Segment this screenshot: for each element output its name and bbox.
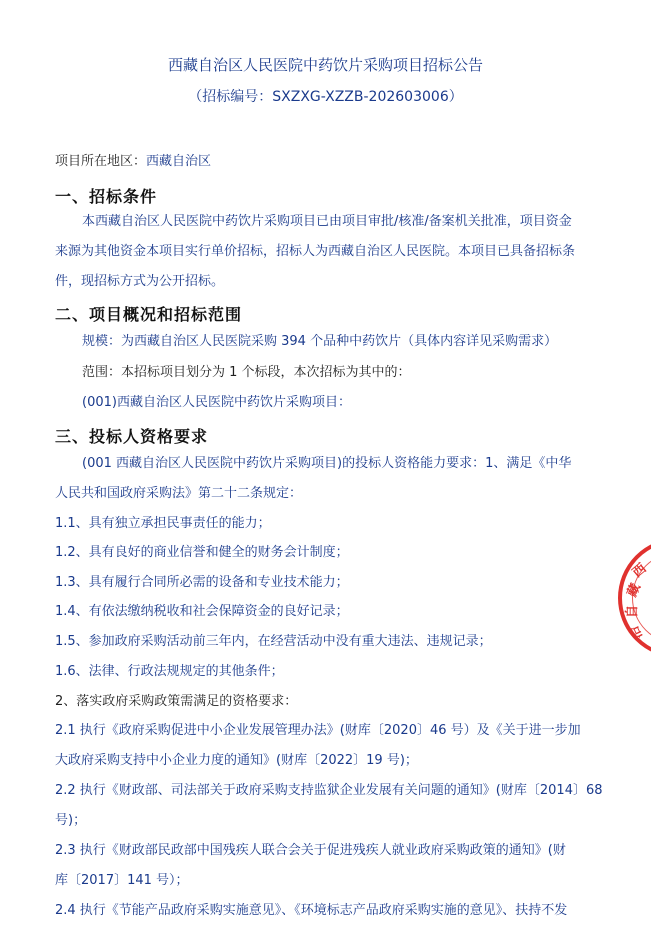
qualification-intro-2: 人民共和国政府采购法》第二十二条规定： xyxy=(55,486,303,501)
qualification-item: 2.2 执行《财政部、司法部关于政府采购支持监狱企业发展有关问题的通知》(财库〔2014〕68 xyxy=(55,783,603,798)
qualification-item: 2.4 执行《节能产品政府采购实施意见》、《环境标志产品政府采购实施的意见》、扶持不发 xyxy=(55,903,568,918)
official-seal-stamp xyxy=(618,538,651,658)
qualification-item: 1.2、具有良好的商业信誉和健全的财务会计制度； xyxy=(55,545,349,560)
location-value: 西藏自治区 xyxy=(146,154,212,169)
qualification-item: 2、落实政府采购政策需满足的资格要求： xyxy=(55,694,298,709)
qualification-item: 1.6、法律、行政法规规定的其他条件； xyxy=(55,664,284,679)
qualification-intro-1: (001 西藏自治区人民医院中药饮片采购项目)的投标人资格能力要求：1、满足《中华 xyxy=(82,456,572,471)
seal-char: 治 xyxy=(626,623,646,642)
seal-char: 自 xyxy=(625,604,641,619)
section1-line-1: 本西藏自治区人民医院中药饮片采购项目已由项目审批/核准/备案机关批准，项目资金 xyxy=(82,214,572,229)
section1-line-3: 件，现招标方式为公开招标。 xyxy=(55,274,225,289)
tender-number: （招标编号：SXZXG-XZZB-202603006） xyxy=(188,89,463,105)
section-heading-3: 三、投标人资格要求 xyxy=(55,427,209,446)
qualification-item: 库〔2017〕141 号）； xyxy=(55,873,189,888)
project-scope: 范围：本招标项目划分为 1 个标段，本次招标为其中的： xyxy=(82,365,411,380)
section-heading-1: 一、招标条件 xyxy=(55,187,158,206)
qualification-item: 1.5、参加政府采购活动前三年内，在经营活动中没有重大违法、违规记录； xyxy=(55,634,492,649)
project-scale: 规模：为西藏自治区人民医院采购 394 个品种中药饮片（具体内容详见采购需求） xyxy=(82,334,558,349)
seal-char: 藏 xyxy=(624,581,644,600)
qualification-item: 1.3、具有履行合同所必需的设备和专业技术能力； xyxy=(55,575,349,590)
qualification-item: 号)； xyxy=(55,813,87,828)
qualification-item: 2.1 执行《政府采购促进中小企业发展管理办法》(财库〔2020〕46 号）及《关于进一步加 xyxy=(55,723,581,738)
seal-char: 西 xyxy=(629,561,650,581)
location-label: 项目所在地区： xyxy=(55,154,147,169)
section1-line-2: 来源为其他资金本项目实行单价招标，招标人为西藏自治区人民医院。本项目已具备招标条 xyxy=(55,244,576,259)
qualification-item: 1.1、具有独立承担民事责任的能力； xyxy=(55,516,271,531)
section-heading-2: 二、项目概况和招标范围 xyxy=(55,305,243,324)
qualification-item: 2.3 执行《财政部民政部中国残疾人联合会关于促进残疾人就业政府采购政策的通知》(财 xyxy=(55,843,566,858)
project-location xyxy=(55,154,211,170)
project-lot: (001)西藏自治区人民医院中药饮片采购项目： xyxy=(82,395,351,410)
qualification-item: 大政府采购支持中小企业力度的通知》(财库〔2022〕19 号)； xyxy=(55,753,418,768)
qualification-item: 1.4、有依法缴纳税收和社会保障资金的良好记录； xyxy=(55,604,349,619)
page-title: 西藏自治区人民医院中药饮片采购项目招标公告 xyxy=(167,56,483,74)
